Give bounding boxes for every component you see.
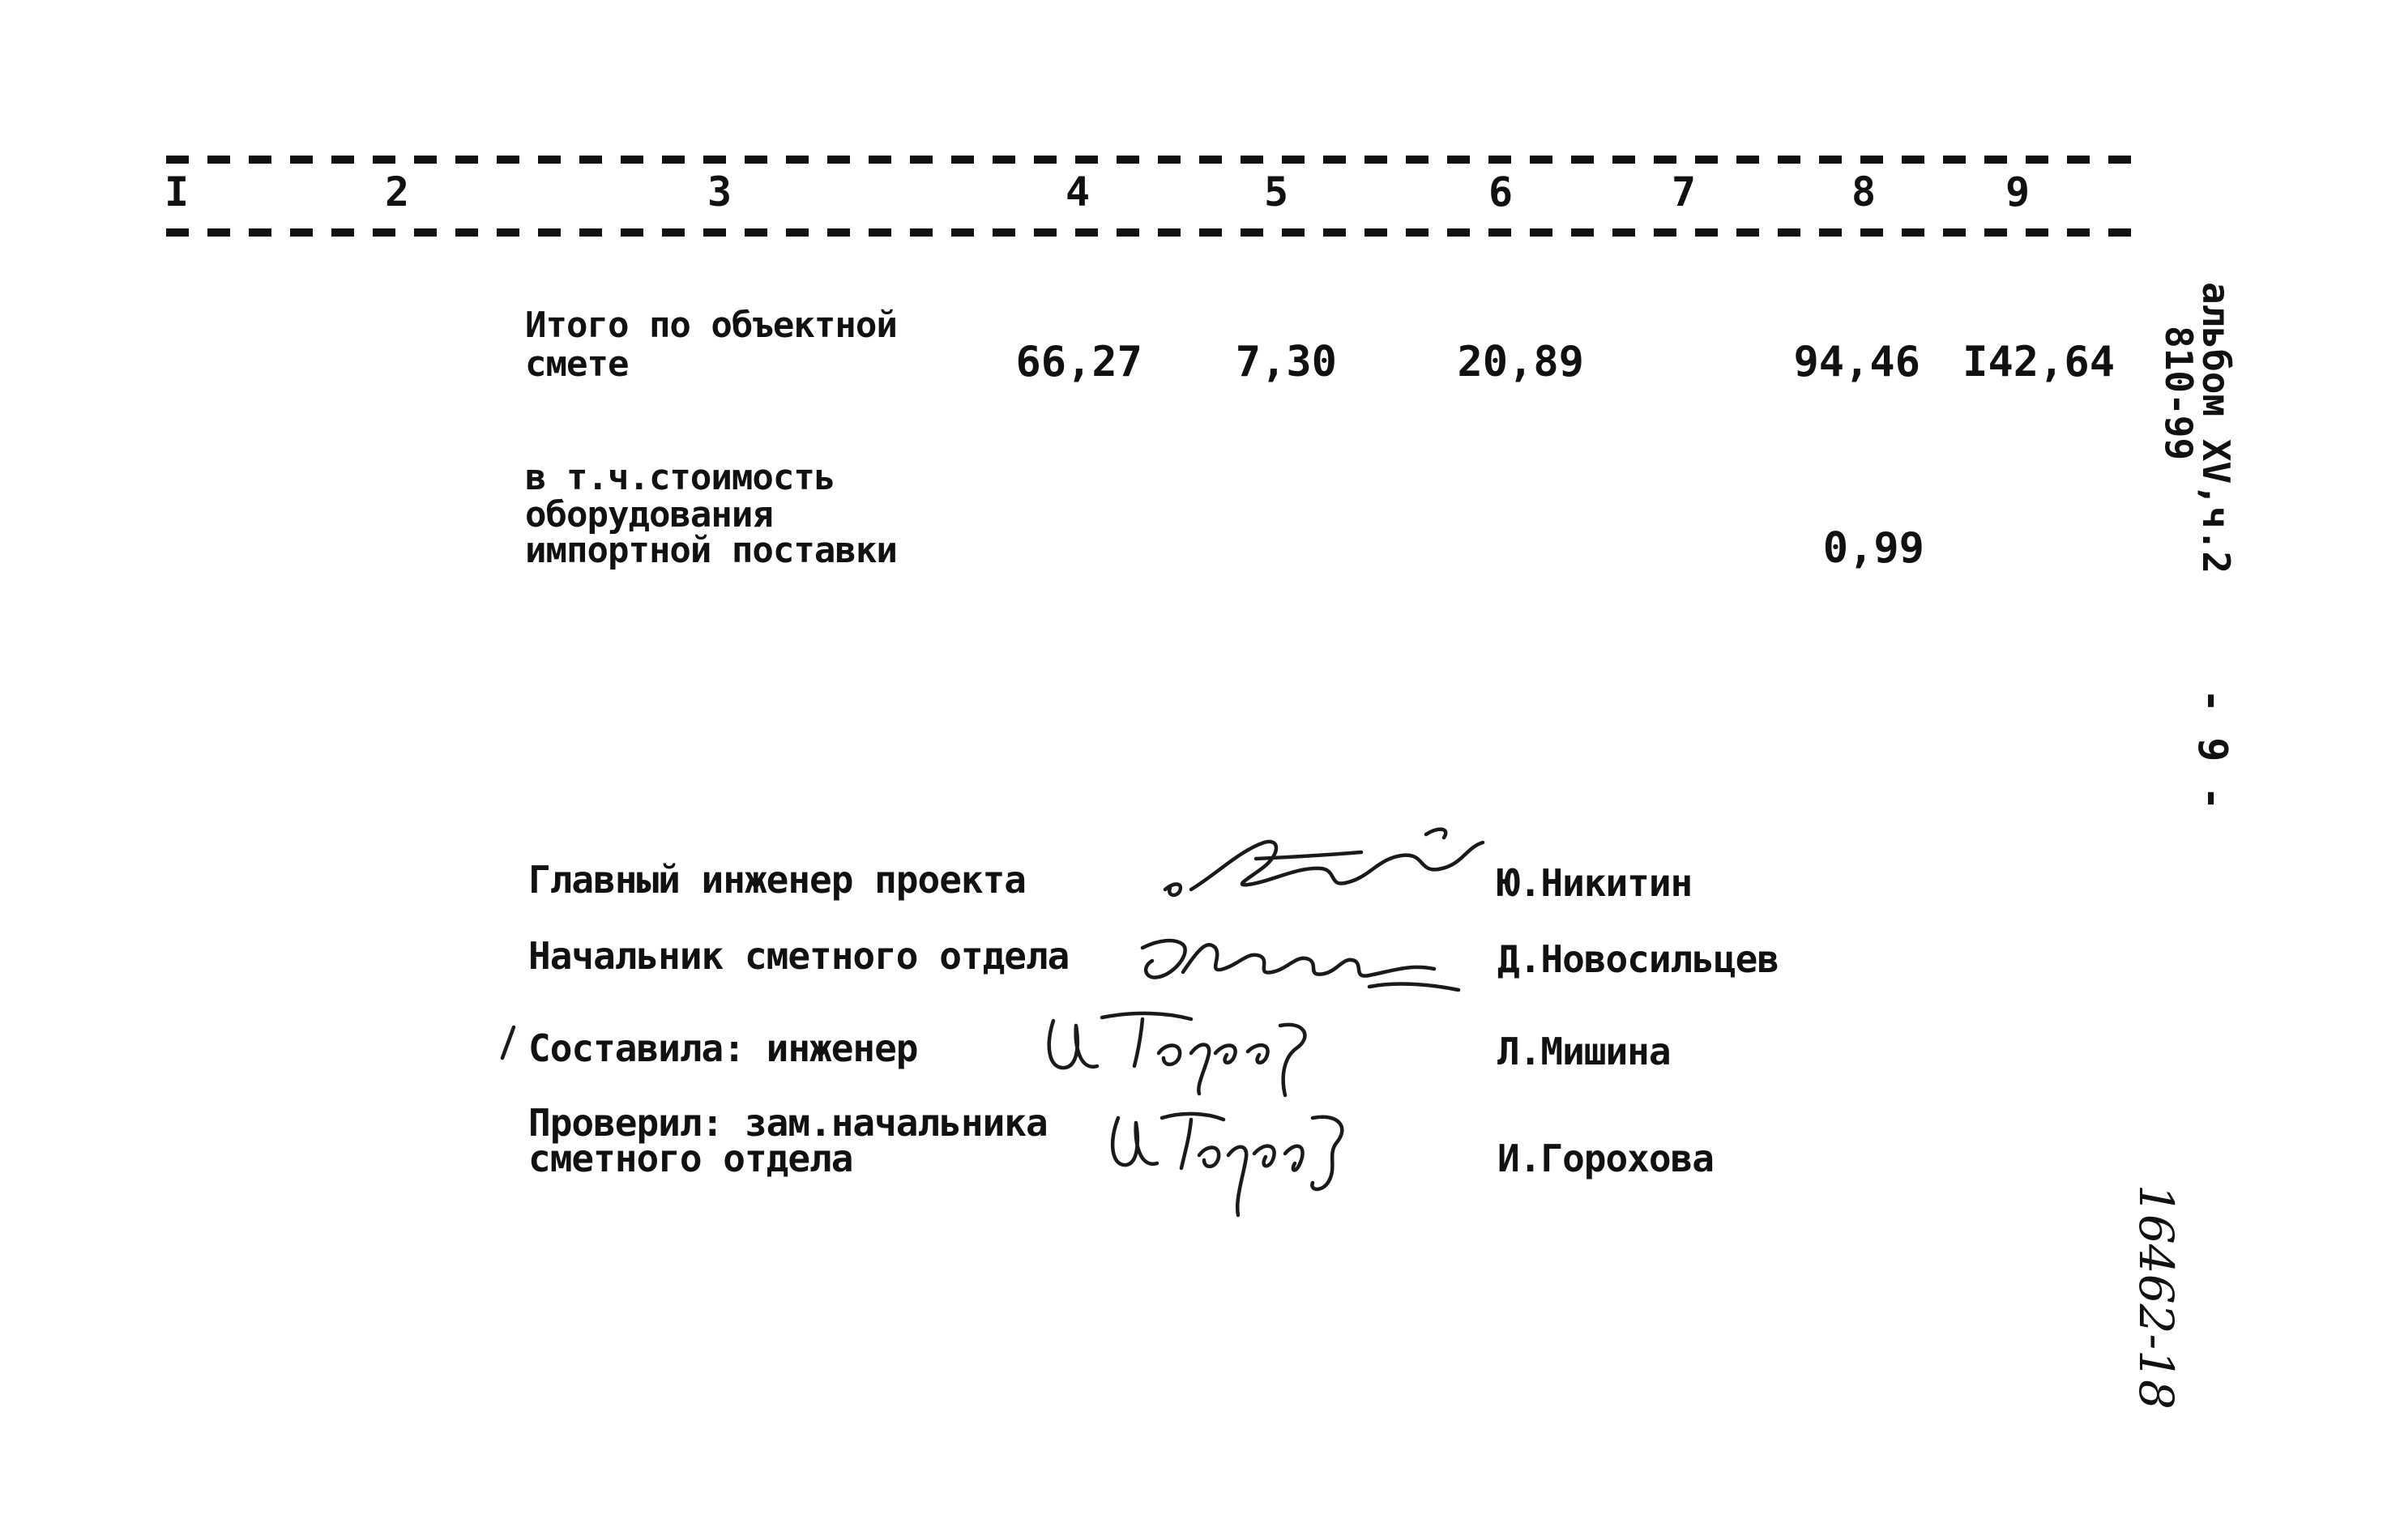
total-col9-value: I42,64 xyxy=(1962,338,2115,386)
column-number-2: 2 xyxy=(384,169,410,215)
total-col6-value: 20,89 xyxy=(1457,338,1584,386)
column-number-7: 7 xyxy=(1671,169,1697,215)
import-col8-value: 0,99 xyxy=(1822,524,1924,573)
signer-role-estimates-head: Начальник сметного отдела xyxy=(528,934,1070,978)
signer-name-compiler: Л.Мишина xyxy=(1497,1030,1671,1073)
signer-role-checker-line1: Проверил: зам.начальника xyxy=(528,1101,1048,1145)
signature-novosiltsev xyxy=(1126,915,1467,1005)
pen-tick-mark xyxy=(496,1022,520,1071)
column-number-1: I xyxy=(164,169,190,215)
column-number-5: 5 xyxy=(1263,169,1289,215)
total-label-line2: смете xyxy=(525,343,629,385)
column-number-9: 9 xyxy=(2005,169,2031,215)
document-code: 16462-18 xyxy=(2129,1184,2184,1410)
signature-gorokhova xyxy=(1094,1094,1361,1223)
signature-mishina xyxy=(1037,996,1345,1102)
page-number: - 9 - xyxy=(2189,689,2236,811)
column-number-6: 6 xyxy=(1488,169,1514,215)
total-col5-value: 7,30 xyxy=(1235,338,1337,386)
signer-role-checker-line2: сметного отдела xyxy=(528,1137,853,1180)
signature-nikitin xyxy=(1159,818,1499,907)
import-label-line1: в т.ч.стоимость xyxy=(525,457,835,498)
column-number-8: 8 xyxy=(1851,169,1877,215)
signer-role-compiler: Составила: инженер xyxy=(528,1026,918,1070)
album-reference-line1: альбом XV,ч.2 xyxy=(2194,282,2238,574)
total-label-line1: Итого по объектной xyxy=(525,305,897,346)
signer-name-chief-engineer: Ю.Никитин xyxy=(1497,861,1693,905)
total-col4-value: 66,27 xyxy=(1015,338,1142,386)
signer-role-chief-engineer: Главный инженер проекта xyxy=(528,858,1026,902)
column-number-4: 4 xyxy=(1065,169,1091,215)
header-top-dashed-rule xyxy=(166,156,2131,164)
import-label-line2: оборудования xyxy=(525,494,773,535)
album-reference-line2: 810-99 xyxy=(2157,326,2201,461)
total-col8-value: 94,46 xyxy=(1793,338,1920,386)
signer-name-checker: И.Горохова xyxy=(1497,1137,1714,1180)
header-bottom-dashed-rule xyxy=(166,228,2131,237)
column-number-3: 3 xyxy=(707,169,732,215)
signer-name-estimates-head: Д.Новосильцев xyxy=(1497,937,1779,981)
import-label-line3: импортной поставки xyxy=(525,530,897,571)
